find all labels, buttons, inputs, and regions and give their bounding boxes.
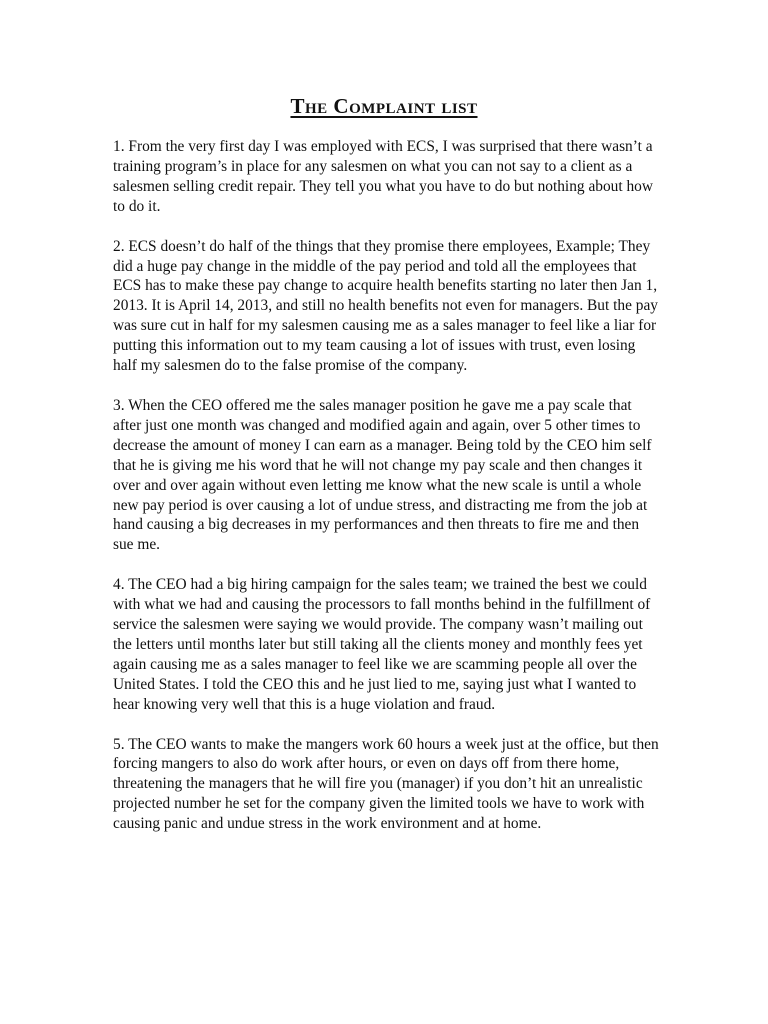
complaint-item-2: 2. ECS doesn’t do half of the things that they promise there employees, Example; They did a huge pay change in the middle of the pay period and told all the employees that ECS has to make these pay change to acquire health benefits starting no later then Jan 1, 2013. It is April 14, 2013, and still no health benefits not even for managers. But the pay was sure cut in half for my salesmen causing me as a sales manager to feel like a liar for putting this information out to my team causing a lot of issues with trust, even losing half my salesmen do to the false promise of the company. — [113, 237, 658, 375]
document-title: The Complaint list — [290, 94, 478, 118]
complaint-list — [113, 137, 661, 854]
complaint-item-5: 5. The CEO wants to make the mangers work 60 hours a week just at the office, but then forcing mangers to also do work after hours, or even on days off from there home, threatening the managers that he will fire you (manager) if you don’t hit an unrealistic projected number he set for the company given the limited tools we have to work with causing panic and undue stress in the work environment and at home. — [113, 735, 659, 833]
complaint-item-4: 4. The CEO had a big hiring campaign for the sales team; we trained the best we could with what we had and causing the processors to fall months behind in the fulfillment of service the salesmen were saying we would provide. The company wasn’t mailing out the letters until months later but still taking all the clients money and monthly fees yet again causing me as a sales manager to feel like we are scamming people all over the United States. I told the CEO this and he just lied to me, saying just what I wanted to hear knowing very well that this is a huge violation and fraud. — [113, 576, 651, 713]
complaint-item-1: 1. From the very first day I was employed with ECS, I was surprised that there wasn’t a training program’s in place for any salesmen on what you can not say to a client as a salesmen selling credit repair. They tell you what you have to do but nothing about how to do it. — [113, 138, 653, 215]
complaint-item-3: 3. When the CEO offered me the sales manager position he gave me a pay scale that after just one month was changed and modified again and again, over 5 other times to decrease the amount of money I can earn as a manager. Being told by the CEO him self that he is giving me his word that he will not change my pay scale and then changes it over and over again without even letting me know what the new scale is until a whole new pay period is over causing a lot of undue stress, and distracting me from the job at hand causing a big decreases in my performances and then threats to fire me and then sue me. — [113, 396, 652, 554]
